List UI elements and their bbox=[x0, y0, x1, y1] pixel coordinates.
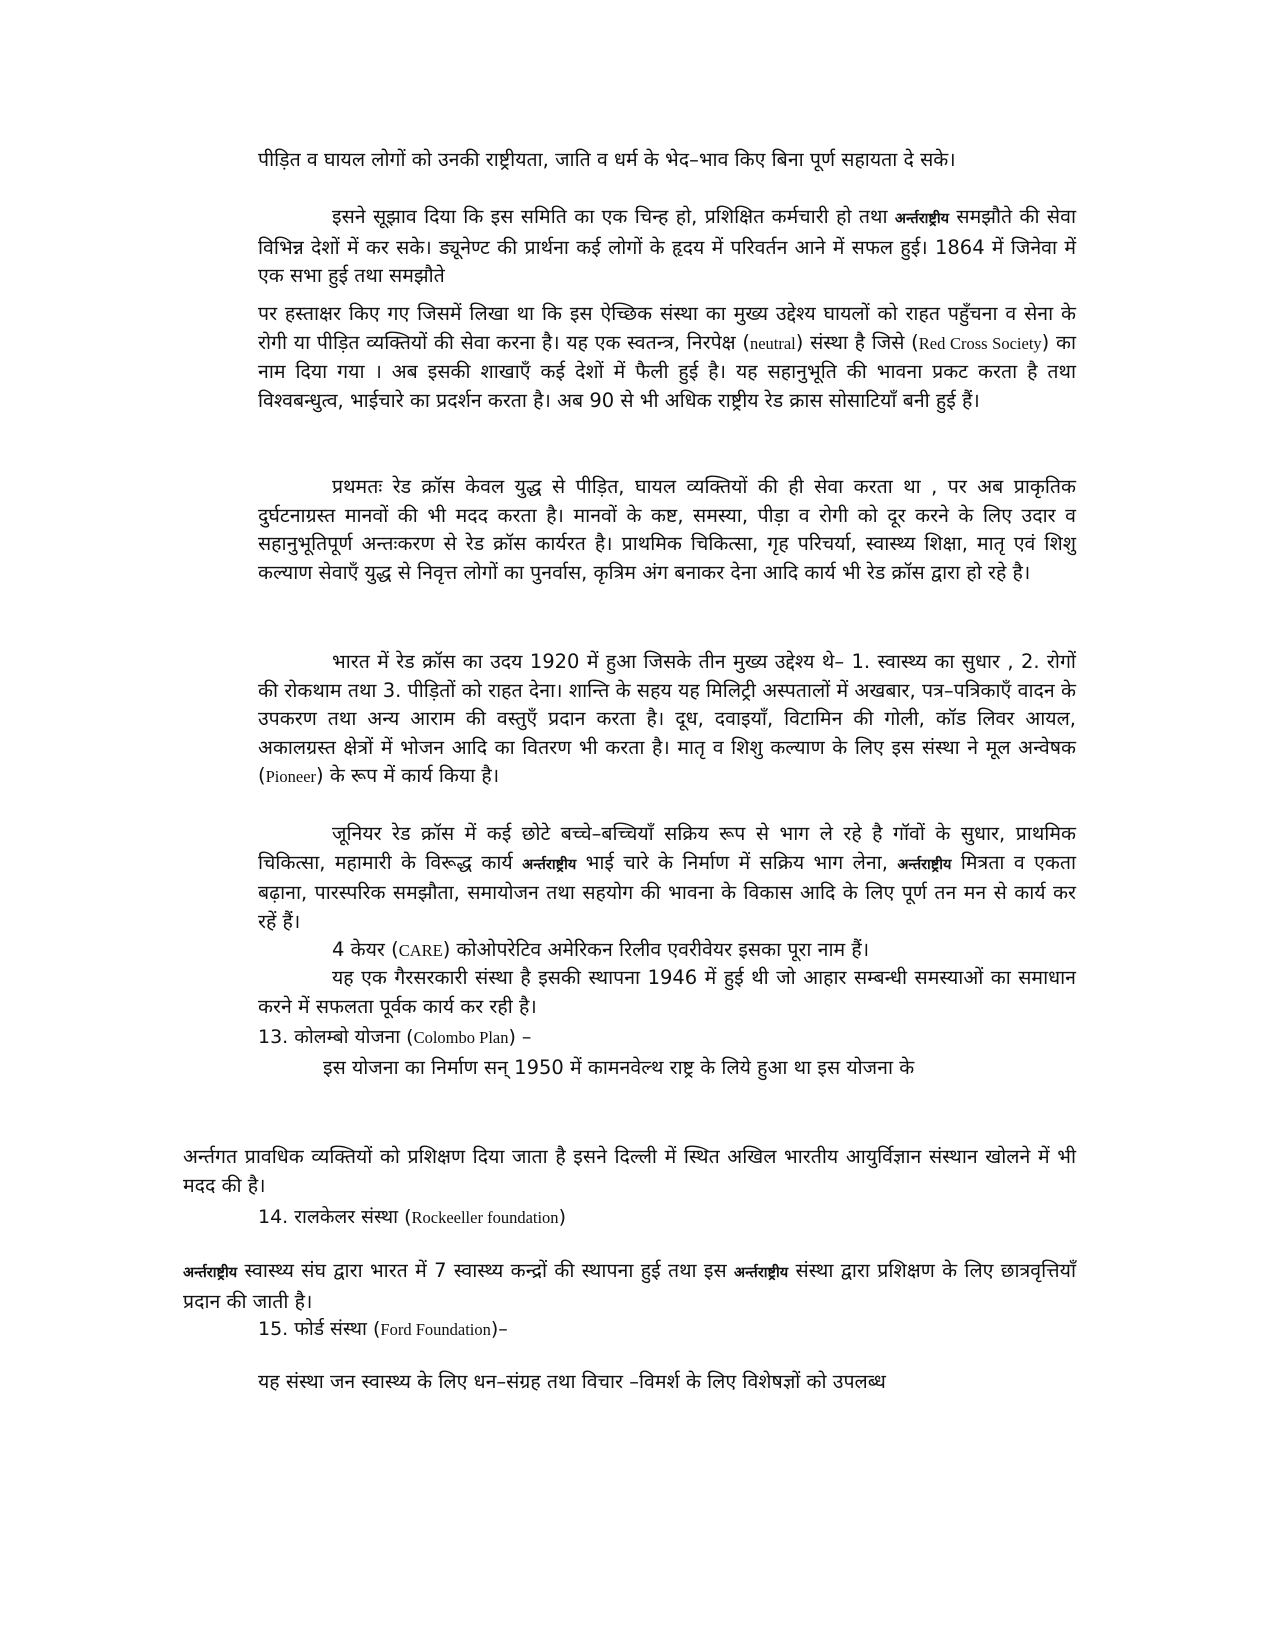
paragraph-3-text-b: ) संस्था है जिसे ( bbox=[795, 330, 919, 354]
care-term: CARE bbox=[398, 941, 443, 960]
red-cross-term: Red Cross Society bbox=[918, 333, 1042, 353]
paragraph-6 bbox=[258, 820, 1076, 936]
international-term: अर्न्तराष्ट्रीय bbox=[734, 1265, 789, 1281]
paragraph-5-text-a: भारत में रेड क्रॉस का उदय 1920 में हुआ जिसके तीन मुख्य उद्देश्य थे– 1. स्वास्थ्य का सुधार , 2. रोगों की रोकथाम तथा 3. पीड़ितों को राहत देना। शान्ति के सहय यह मिलिट्री अस्पतालों में अखबार, पत्र–पत्रिकाएँ वादन के उपकरण तथा अन्य आराम की वस्तुएँ प्रदान करता है। दूध, दवाइयाँ, विटामिन की गोली, कॉड लिवर आयल, अकालग्रस्त क्षेत्रों में भोजन आदि का वितरण भी करता है। मातृ व शिशु कल्याण के लिए इस संस्था ने मूल अन्वेषक ( bbox=[258, 650, 1076, 788]
paragraph-8 bbox=[258, 964, 1076, 1021]
paragraph-2 bbox=[258, 203, 1076, 291]
pioneer-term: Pioneer bbox=[265, 767, 317, 787]
heading-13 bbox=[258, 1023, 531, 1052]
paragraph-12 bbox=[258, 1368, 1076, 1397]
paragraph-4-text: प्रथमतः रेड क्रॉस केवल युद्ध से पीड़ित, घायल व्यक्तियों की ही सेवा करता था , पर अब प्राकृतिक दुर्घटनाग्रस्त मानवों की भी मदद करता है। मानवों के कष्ट, समस्या, पीड़ा व रोगी को दूर करने के लिए उदार व सहानुभूतिपूर्ण अन्तःकरण से रेड क्रॉस कार्यरत है। प्राथमिक चिकित्सा, गृह परिचर्या, स्वास्थ्य शिक्षा, मातृ एवं शिशु कल्याण सेवाएँ युद्ध से निवृत्त लोगों का पुनर्वास, कृत्रिम अंग बनाकर देना आदि कार्य भी रेड क्रॉस द्वारा हो रहे है। bbox=[258, 475, 1076, 584]
heading-14-text-a: 14. रालकेलर संस्था ( bbox=[258, 1206, 412, 1228]
heading-14-text-b: ) bbox=[558, 1206, 566, 1228]
paragraph-7-text-b: ) कोओपरेटिव अमेरिकन रिलीव एवरीवेयर इसका पूरा नाम हैं। bbox=[442, 938, 870, 961]
international-term: अर्न्तराष्ट्रीय bbox=[894, 211, 950, 227]
international-term: अर्न्तराष्ट्रीय bbox=[522, 856, 577, 873]
international-term: अर्न्तराष्ट्रीय bbox=[183, 1265, 238, 1281]
paragraph-12-text: यह संस्था जन स्वास्थ्य के लिए धन–संग्रह तथा विचार –विमर्श के लिए विशेषज्ञों को उपलब्ध bbox=[258, 1370, 886, 1393]
heading-13-text-b: ) – bbox=[508, 1026, 532, 1048]
paragraph-6-text-b: भाई चारे के निर्माण में सक्रिय भाग लेना, bbox=[585, 850, 888, 874]
paragraph-11 bbox=[183, 1257, 1076, 1316]
paragraph-5 bbox=[258, 648, 1076, 792]
paragraph-6-text-c: मित्रता व एकता बढ़ाना, पारस्परिक समझौता, समायोजन तथा सहयोग की भावना के विकास आदि के लिए पूर्ण तन मन से कार्य कर रहें हैं। bbox=[258, 850, 1077, 933]
paragraph-1 bbox=[258, 146, 1076, 175]
paragraph-1-text: पीड़ित व घायल लोगों को उनकी राष्ट्रीयता, जाति व धर्म के भेद–भाव किए बिना पूर्ण सहायता दे सके। bbox=[258, 148, 956, 171]
paragraph-5-text-b: ) के रूप में कार्य किया है। bbox=[316, 764, 500, 788]
paragraph-10-text: अर्न्तगत प्रावधिक व्यक्तियों को प्रशिक्षण दिया जाता है इसने दिल्ली में स्थित अखिल भारतीय आयुर्विज्ञान संस्थान खोलने में भी मदद की है। bbox=[183, 1145, 1076, 1197]
paragraph-7 bbox=[258, 936, 1076, 966]
paragraph-2-text-a: इसने सूझाव दिया कि इस समिति का एक चिन्ह हो, प्रशिक्षित कर्मचारी हो तथा bbox=[332, 205, 888, 228]
paragraph-3-text-a: पर हस्ताक्षर किए गए जिसमें लिखा था कि इस ऐच्छिक संस्था का मुख्य उद्देश्य घायलों को राहत पहुँचना व सेना के रोगी या पीड़ित व्यक्तियों की सेवा करना है। यह एक स्वतन्त्र, निरपेक्ष ( bbox=[258, 302, 1076, 354]
international-term: अर्न्तराष्ट्रीय bbox=[897, 856, 952, 873]
paragraph-11-text-b: संस्था द्वारा प्रशिक्षण के लिए छात्रवृत्तियाँ प्रदान की जाती है। bbox=[183, 1259, 1077, 1313]
paragraph-9 bbox=[323, 1054, 1076, 1083]
paragraph-3 bbox=[258, 300, 1076, 415]
heading-14 bbox=[258, 1203, 566, 1232]
paragraph-6-text-a: जूनियर रेड क्रॉस में कई छोटे बच्चे–बच्चियाँ सक्रिय रूप से भाग ले रहे है गॉवों के सुधार, प्राथमिक चिकित्सा, महामारी के विरूद्ध कार्य bbox=[258, 822, 1076, 874]
paragraph-11-text-a: स्वास्थ्य संघ द्वारा भारत में 7 स्वास्थ्य कन्द्रों की स्थापना हुई तथा इस bbox=[244, 1259, 727, 1282]
paragraph-3-text-c: ) का नाम दिया गया । अब इसकी शाखाएँ कई देशों में फैली हुई है। यह सहानुभूति की भावना प्रकट करता है तथा विश्वबन्धुत्व, भाईचारे का प्रदर्शन करता है। अब 90 से भी अधिक राष्ट्रीय रेड क्रास सोसाटियाँ बनी हुई हैं। bbox=[258, 330, 1076, 412]
neutral-term: neutral bbox=[749, 333, 796, 353]
colombo-plan-term: Colombo Plan bbox=[413, 1028, 509, 1047]
paragraph-8-text: यह एक गैरसरकारी संस्था है इसकी स्थापना 1946 में हुई थी जो आहार सम्बन्धी समस्याओं का समाधान करने में सफलता पूर्वक कार्य कर रही है। bbox=[258, 966, 1076, 1018]
paragraph-10 bbox=[183, 1143, 1076, 1200]
paragraph-2-text-b: समझौते की सेवा विभिन्न देशों में कर सके। ड्यूनेण्ट की प्रार्थना कई लोगों के हृदय में परिवर्तन आने में सफल हुई। 1864 में जिनेवा में एक सभा हुई तथा समझौते bbox=[258, 205, 1076, 288]
rockefeller-term: Rockeeller foundation bbox=[411, 1208, 559, 1227]
paragraph-9-text: इस योजना का निर्माण सन् 1950 में कामनवेल्थ राष्ट्र के लिये हुआ था इस योजना के bbox=[323, 1056, 915, 1079]
ford-foundation-term: Ford Foundation bbox=[380, 1320, 491, 1339]
paragraph-7-text-a: 4 केयर ( bbox=[332, 938, 399, 961]
heading-13-text-a: 13. कोलम्बो योजना ( bbox=[258, 1026, 414, 1048]
heading-15-text-b: )– bbox=[490, 1318, 508, 1340]
heading-15 bbox=[258, 1315, 508, 1344]
paragraph-4 bbox=[258, 473, 1076, 587]
heading-15-text-a: 15. फोर्ड संस्था ( bbox=[258, 1318, 381, 1340]
